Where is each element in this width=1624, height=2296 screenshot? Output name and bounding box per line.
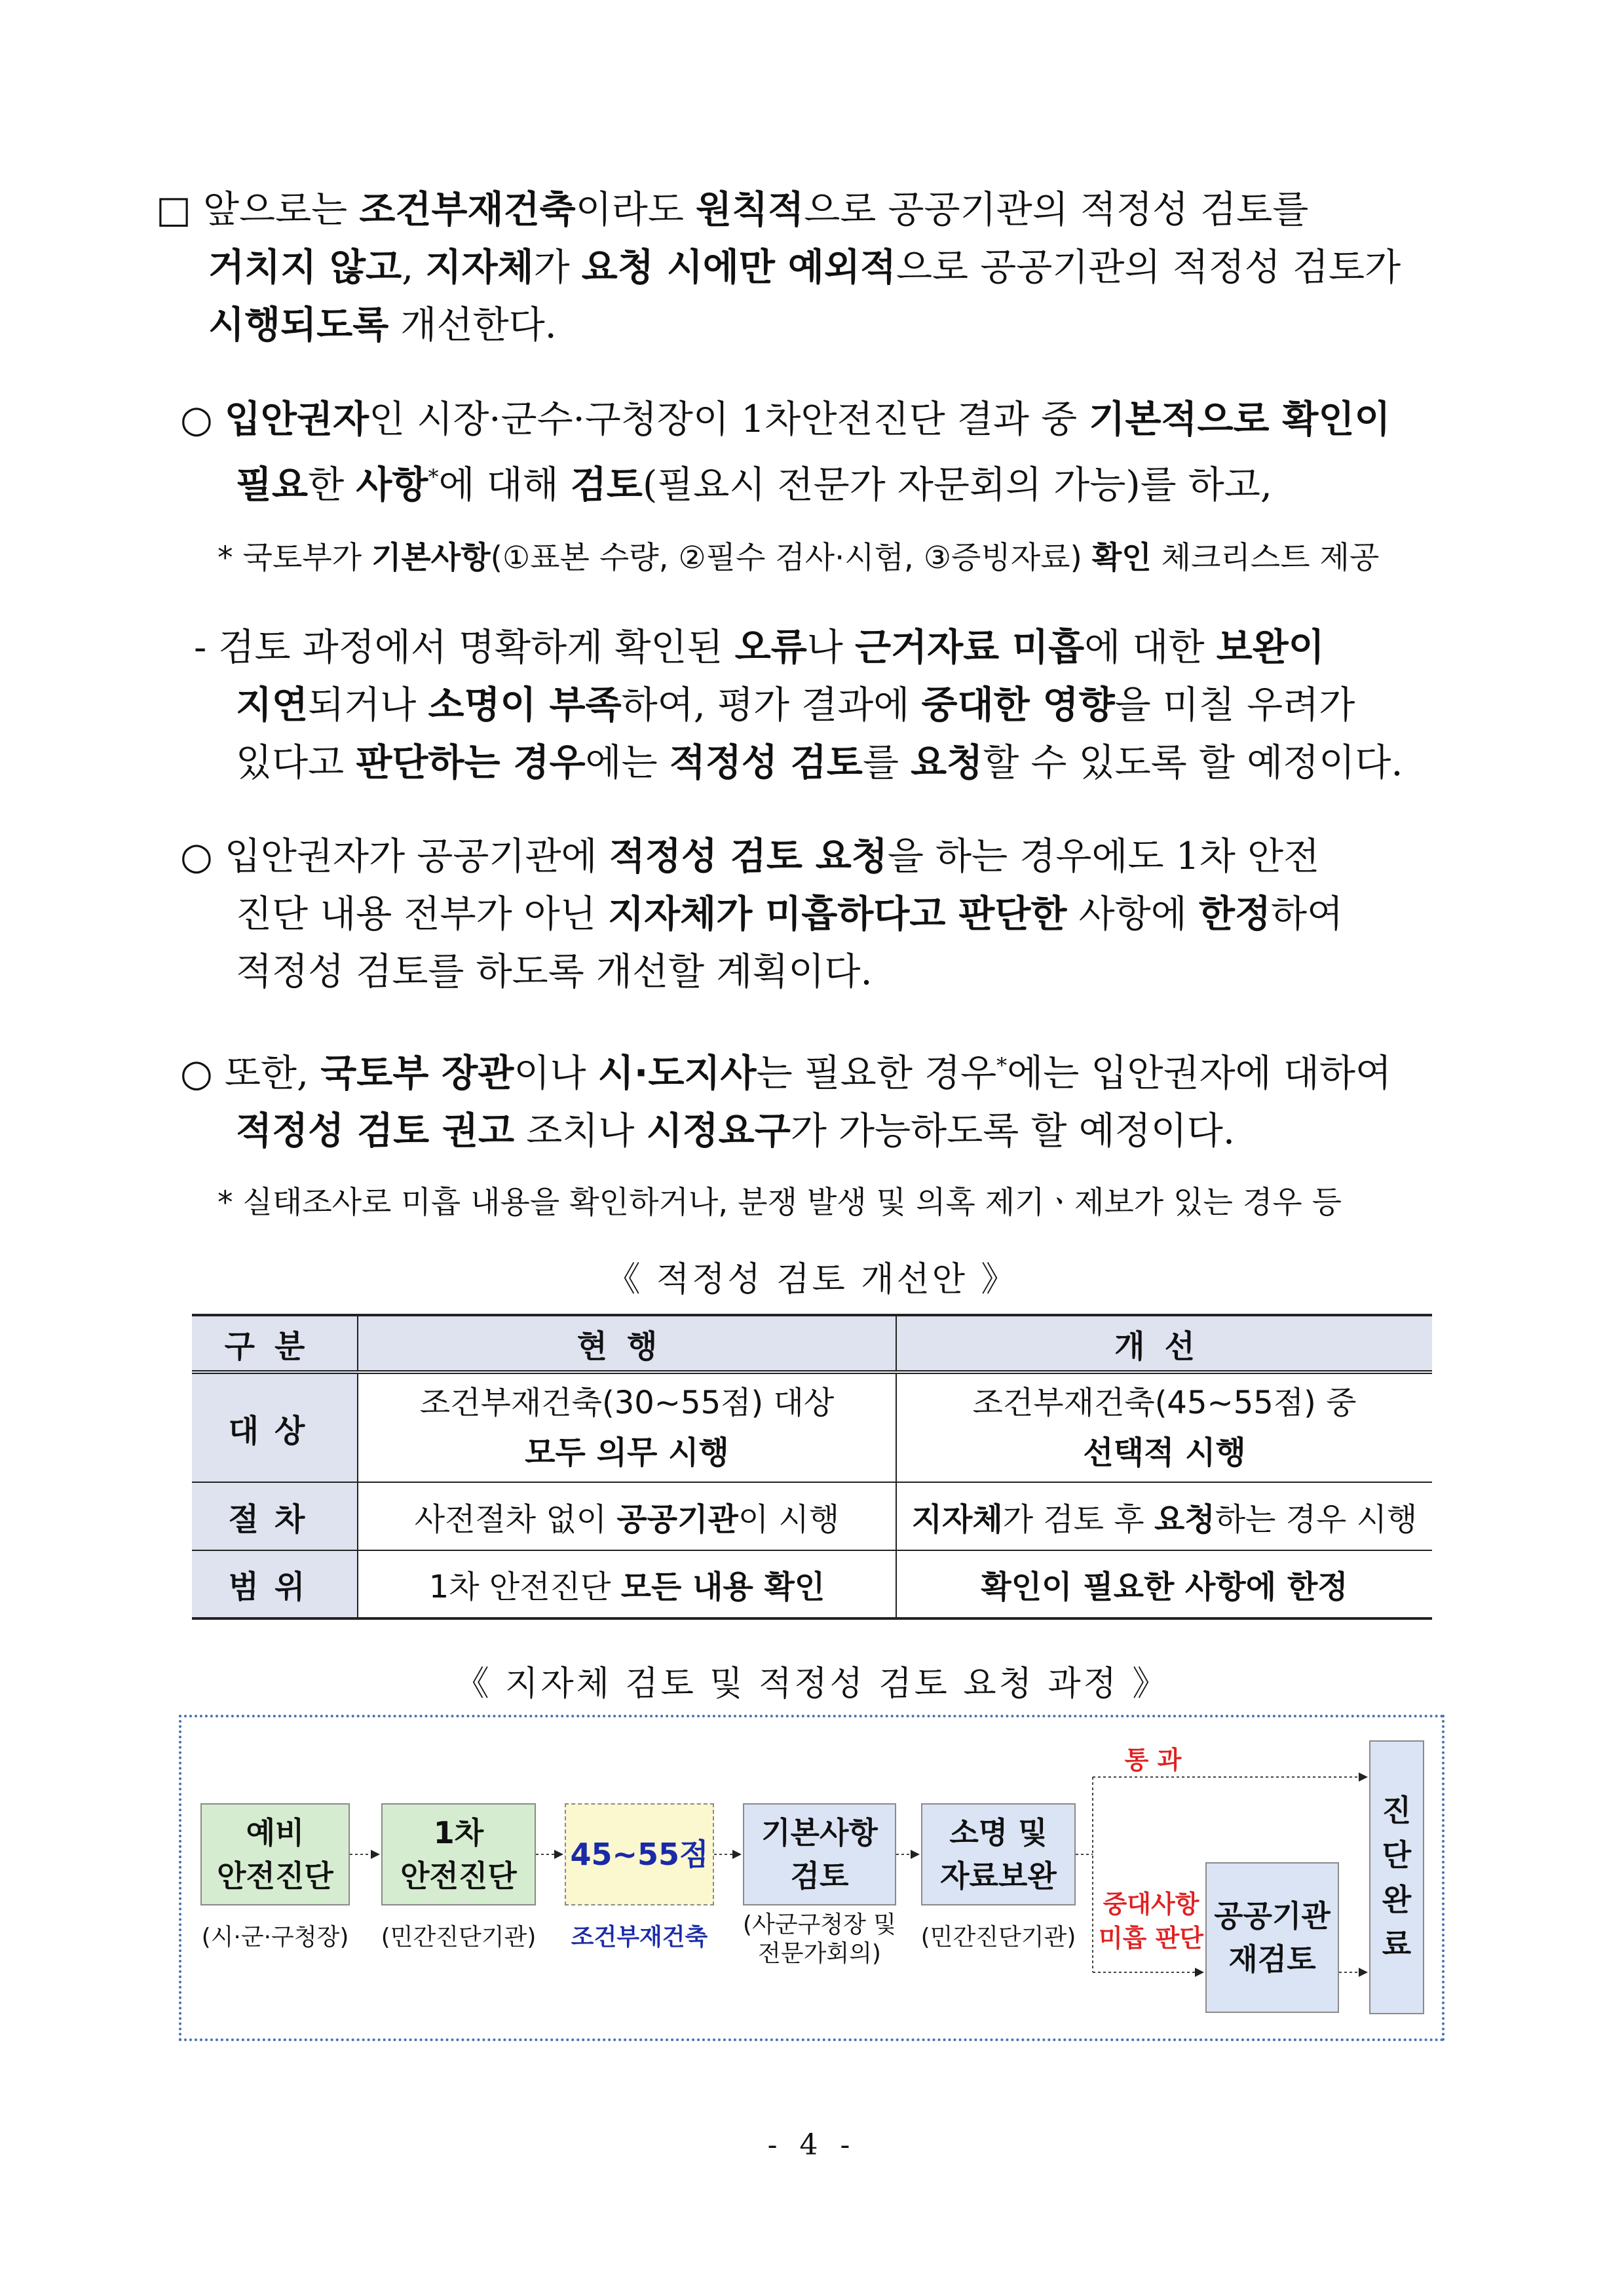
step-preliminary-diagnosis: 예비 안전진단 [200,1803,350,1905]
p2-line-2: 필요한 사항*에 대해 검토(필요시 전문가 자문회의 가능)를 하고, [236,463,1272,507]
row-label: 절차 [192,1482,358,1550]
step-first-diagnosis: 1차 안전진단 [381,1803,536,1905]
cell-current: 1차 안전진단 모든 내용 확인 [358,1550,896,1618]
step-basic-review-sub: (사군구청장 및 전문가회의) [742,1911,897,1967]
circle-bullet: ○ [180,1052,213,1095]
p5-line-1: ○ 또한, 국토부 장관이나 시·도지사는 필요한 경우*에는 입안권자에 대하여 [180,1052,1392,1095]
cell-current: 사전절차 없이 공공기관이 시행 [358,1482,896,1550]
step-supplement-sub: (민간진단기관) [920,1924,1076,1951]
public-agency-review: 공공기관 재검토 [1205,1862,1339,2013]
square-bullet: □ [156,188,191,231]
flow-caption: 《 지자체 검토 및 적정성 검토 요청 과정 》 [455,1664,1169,1704]
p4-line-1: ○ 입안권자가 공공기관에 적정성 검토 요청을 하는 경우에도 1차 안전 [180,835,1320,878]
p1-line-3: 시행되도록 개선한다. [208,303,557,347]
header-category: 구분 [192,1315,358,1372]
p3-line-1: - 검토 과정에서 명확하게 확인된 오류나 근거자료 미흡에 대한 보완이 [194,626,1325,669]
page-number: - 4 - [767,2128,857,2162]
cell-improved: 지자체가 검토 후 요청하는 경우 시행 [896,1482,1432,1550]
row-label: 대상 [192,1372,358,1482]
row-label: 범위 [192,1550,358,1618]
pass-label: 통 과 [1124,1746,1182,1774]
step-score-sub: 조건부재건축 [571,1924,708,1951]
step-preliminary-sub: (시·군·구청장) [201,1924,349,1951]
p4-line-3: 적정성 검토를 하도록 개선할 계획이다. [236,950,873,993]
step-first-sub: (민간진단기관) [381,1924,537,1951]
p1-line-1: □ 앞으로는 조건부재건축이라도 원칙적으로 공공기관의 적정성 검토를 [156,188,1309,231]
header-current: 현행 [358,1315,896,1372]
diagnosis-complete: 진 단 완 료 [1369,1740,1424,2014]
p1-line-2: 거치지 않고, 지자체가 요청 시에만 예외적으로 공공기관의 적정성 검토가 [208,246,1401,289]
footnote-2: * 실태조사로 미흡 내용을 확인하거나, 분쟁 발생 및 의혹 제기ㆍ제보가 있는 경우 등 [217,1185,1342,1221]
dash-bullet: - [194,626,207,669]
header-improved: 개선 [896,1315,1432,1372]
footnote-1: * 국토부가 기본사항(①표본 수량, ②필수 검사·시험, ③증빙자료) 확인 체크리스트 제공 [217,540,1380,576]
step-basic-review: 기본사항 검토 [743,1803,896,1905]
cell-improved: 확인이 필요한 사항에 한정 [896,1550,1432,1618]
cell-current: 조건부재건축(30~55점) 대상 모두 의무 시행 [358,1372,896,1482]
p3-line-3: 있다고 판단하는 경우에는 적정성 검토를 요청할 수 있도록 할 예정이다. [236,741,1403,784]
circle-bullet: ○ [180,835,213,878]
step-score-range: 45~55점 [565,1803,714,1905]
p4-line-2: 진단 내용 전부가 아닌 지자체가 미흡하다고 판단한 사항에 한정하여 [236,892,1344,936]
table-caption: 《 적정성 검토 개선안 》 [606,1260,1018,1299]
fail-label: 중대사항 미흡 판단 [1098,1890,1204,1953]
cell-improved: 조건부재건축(45~55점) 중 선택적 시행 [896,1372,1432,1482]
step-supplement: 소명 및 자료보완 [921,1803,1076,1905]
p3-line-2: 지연되거나 소명이 부족하여, 평가 결과에 중대한 영향을 미칠 우려가 [236,683,1355,727]
p5-line-2: 적정성 검토 권고 조치나 시정요구가 가능하도록 할 예정이다. [236,1109,1235,1153]
circle-bullet: ○ [180,398,213,441]
p2-line-1: ○ 입안권자인 시장·군수·구청장이 1차안전진단 결과 중 기본적으로 확인이 [180,398,1391,441]
